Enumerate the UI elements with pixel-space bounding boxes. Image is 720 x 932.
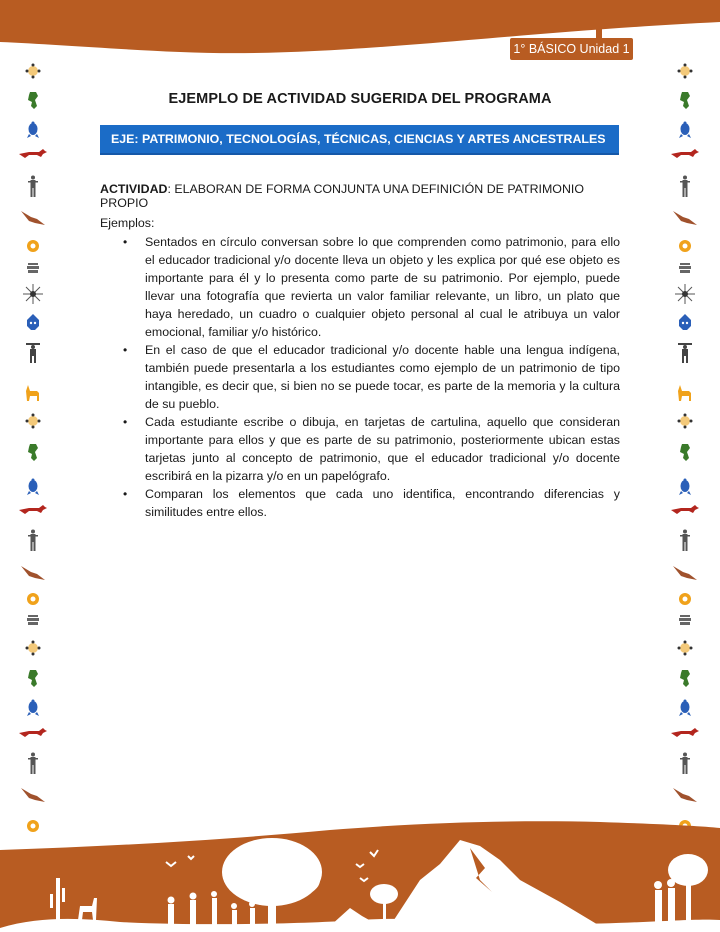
fox-icon bbox=[18, 722, 48, 744]
sunburst-icon bbox=[670, 283, 700, 305]
frog-icon bbox=[670, 667, 700, 689]
hat-figure-icon bbox=[670, 341, 700, 363]
flower-icon bbox=[670, 235, 700, 257]
eje-banner: EJE: PATRIMONIO, TECNOLOGÍAS, TÉCNICAS, CIENCIAS Y ARTES ANCESTRALES bbox=[100, 125, 619, 155]
bullet-icon: • bbox=[123, 487, 128, 501]
examples-list bbox=[121, 233, 620, 521]
blue-figure-icon bbox=[18, 119, 48, 141]
flower-icon bbox=[670, 588, 700, 610]
list-item bbox=[121, 233, 620, 341]
pot-icon bbox=[670, 609, 700, 631]
example-text: En el caso de que el educador tradicional y/o docente hable una lengua indígena, también puede presentarla a los estudiantes como ejemplo de un patrimonio de tipo intangible, es decir que, si bien no se puede tocar, es parte de la memoria y la cultura de su pueblo. bbox=[145, 343, 620, 411]
condor-icon bbox=[18, 207, 48, 229]
bullet-icon: • bbox=[123, 343, 128, 357]
fox-icon bbox=[670, 143, 700, 165]
example-text: Comparan los elementos que cada uno identifica, encontrando diferencias y similitudes entre ellos. bbox=[145, 487, 620, 519]
sun-face-icon bbox=[18, 637, 48, 659]
list-item bbox=[121, 485, 620, 521]
frog-icon bbox=[670, 441, 700, 463]
sun-face-icon bbox=[670, 410, 700, 432]
actividad-label: ACTIVIDAD bbox=[100, 182, 168, 196]
standing-figure-icon bbox=[670, 752, 700, 774]
blue-figure-icon bbox=[670, 476, 700, 498]
pot-icon bbox=[670, 257, 700, 279]
standing-figure-icon bbox=[670, 175, 700, 197]
fox-icon bbox=[670, 499, 700, 521]
grade-badge: 1° BÁSICO Unidad 1 bbox=[510, 38, 633, 60]
example-text: Sentados en círculo conversan sobre lo que comprenden como patrimonio, para ello el educador tradicional y/o docente lleva un objeto y les explica por qué ese objeto es importante para él y lo presenta como parte de su patrimonio. Por ejemplo, puede llevar una fotografía que revierta un valor familiar relevante, un libro, un plato que haya heredado, un cuadro o cualquier objeto personal al cual le atribuya un valor emocional, familiar y/o histórico. bbox=[145, 235, 620, 339]
flower-icon bbox=[18, 235, 48, 257]
blue-mask-icon bbox=[18, 311, 48, 333]
flower-icon bbox=[18, 588, 48, 610]
fox-icon bbox=[18, 499, 48, 521]
frog-icon bbox=[18, 89, 48, 111]
example-text: Cada estudiante escribe o dibuja, en tarjetas de cartulina, aquello que consideran importante para ellos y que es parte de su patrimonio, posteriormente ubican estas tarjetas junto al concepto de patrimonio, que el educador tradicional y/o docente escribirá en la pizarra y/o en un papelógrafo. bbox=[145, 415, 620, 483]
condor-icon bbox=[18, 784, 48, 806]
document-title: EJEMPLO DE ACTIVIDAD SUGERIDA DEL PROGRAMA bbox=[168, 91, 552, 107]
condor-icon bbox=[670, 784, 700, 806]
standing-figure-icon bbox=[670, 529, 700, 551]
actividad-separator: : bbox=[167, 182, 175, 196]
list-item bbox=[121, 341, 620, 413]
actividad-line bbox=[100, 182, 620, 210]
sun-face-icon bbox=[670, 60, 700, 82]
llama-icon bbox=[18, 382, 48, 404]
footer-landscape-illustration bbox=[0, 820, 720, 932]
fox-icon bbox=[670, 722, 700, 744]
sun-face-icon bbox=[18, 410, 48, 432]
ejemplos-label: Ejemplos: bbox=[100, 216, 155, 230]
standing-figure-icon bbox=[18, 529, 48, 551]
blue-figure-icon bbox=[670, 697, 700, 719]
pot-icon bbox=[18, 609, 48, 631]
blue-mask-icon bbox=[670, 311, 700, 333]
frog-icon bbox=[18, 441, 48, 463]
condor-icon bbox=[670, 207, 700, 229]
condor-icon bbox=[670, 562, 700, 584]
frog-icon bbox=[670, 89, 700, 111]
sun-face-icon bbox=[670, 637, 700, 659]
bullet-icon: • bbox=[123, 415, 128, 429]
blue-figure-icon bbox=[18, 476, 48, 498]
list-item bbox=[121, 413, 620, 485]
frog-icon bbox=[18, 667, 48, 689]
pot-icon bbox=[18, 257, 48, 279]
fox-icon bbox=[18, 143, 48, 165]
llama-icon bbox=[670, 382, 700, 404]
bullet-icon: • bbox=[123, 235, 128, 249]
hat-figure-icon bbox=[18, 341, 48, 363]
sunburst-icon bbox=[18, 283, 48, 305]
blue-figure-icon bbox=[18, 697, 48, 719]
condor-icon bbox=[18, 562, 48, 584]
blue-figure-icon bbox=[670, 119, 700, 141]
standing-figure-icon bbox=[18, 175, 48, 197]
sun-face-icon bbox=[18, 60, 48, 82]
standing-figure-icon bbox=[18, 752, 48, 774]
actividad-text: ELABORAN DE FORMA CONJUNTA UNA DEFINICIÓN DE PATRIMONIO PROPIO bbox=[100, 182, 584, 210]
